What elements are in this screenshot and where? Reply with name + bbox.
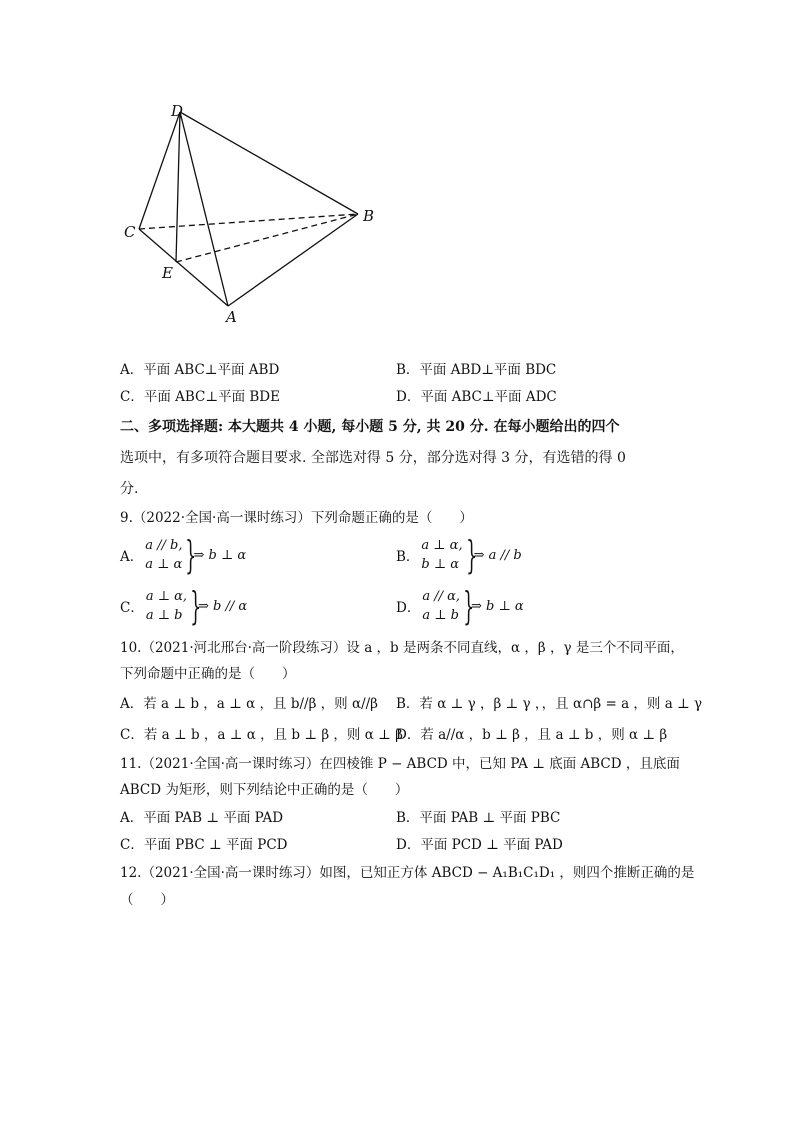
q9-c-row1: a ⊥ α, xyxy=(145,589,187,604)
q9-d-row2: a ⊥ b xyxy=(422,608,459,623)
q9-option-d[interactable] xyxy=(396,584,524,628)
q9-option-c[interactable] xyxy=(120,584,248,628)
tetrahedron-figure xyxy=(118,92,388,332)
q9-b-row1: a ⊥ α, xyxy=(421,538,463,553)
q8-option-b[interactable]: B．平面 ABD⊥平面 BDC xyxy=(396,362,557,378)
q9-option-b[interactable] xyxy=(396,533,522,577)
edge-DC xyxy=(139,112,180,229)
q9-stem: 9.（2022·全国·高一课时练习）下列命题正确的是（ ） xyxy=(120,510,473,526)
vertex-label-D: D xyxy=(171,102,184,120)
q9-a-row2: a ⊥ α xyxy=(145,557,183,572)
section2-line2: 选项中，有多项符合题目要求. 全部选对得 5 分，部分选对得 3 分，有选错的得 0 xyxy=(120,450,626,466)
q10-option-a[interactable]: A．若 a ⊥ b ，a ⊥ α ，且 b//β ，则 α//β xyxy=(120,696,378,712)
vertex-label-A: A xyxy=(226,308,237,326)
q8-option-c[interactable]: C．平面 ABC⊥平面 BDE xyxy=(120,389,280,405)
q10-option-d[interactable]: D．若 a//α ，b ⊥ β ，且 a ⊥ b ，则 α ⊥ β xyxy=(396,727,668,743)
section2-heading xyxy=(120,412,680,505)
vertex-label-C: C xyxy=(124,223,136,241)
q11-stem-line2: ABCD 为矩形，则下列结论中正确的是（ ） xyxy=(120,782,409,798)
edge-DB xyxy=(180,112,358,214)
edge-EB-dashed xyxy=(176,214,358,262)
section2-line3: 分. xyxy=(120,481,139,497)
q10-option-b[interactable]: B．若 α ⊥ γ ，β ⊥ γ ，，且 α∩β = a ，则 a ⊥ γ xyxy=(396,696,703,712)
edge-AB xyxy=(228,214,358,306)
q9-d-result: ⇒ b ⊥ α xyxy=(471,598,524,614)
right-brace-icon: } xyxy=(463,584,475,628)
q9-b-row2: b ⊥ α xyxy=(421,557,460,572)
q9-option-d-system xyxy=(422,584,524,628)
q11-option-b[interactable]: B．平面 PAB ⊥ 平面 PBC xyxy=(396,810,561,826)
tetrahedron-diagram xyxy=(118,92,388,332)
q8-option-a[interactable]: A．平面 ABC⊥平面 ABD xyxy=(120,362,280,378)
edge-CB-dashed xyxy=(139,214,358,229)
q9-option-a-key: A． xyxy=(120,549,144,565)
q9-option-b-system xyxy=(421,533,522,577)
q9-a-row1: a // b, xyxy=(145,538,183,553)
q9-option-c-system xyxy=(145,584,248,628)
q11-option-a[interactable]: A．平面 PAB ⊥ 平面 PAD xyxy=(120,810,284,826)
q8-option-d[interactable]: D．平面 ABC⊥平面 ADC xyxy=(396,389,557,405)
right-brace-icon: } xyxy=(190,584,202,628)
q9-option-c-key: C． xyxy=(120,600,144,616)
right-brace-icon: } xyxy=(185,533,197,577)
q9-option-b-key: B． xyxy=(396,549,420,565)
q11-option-d[interactable]: D．平面 PCD ⊥ 平面 PAD xyxy=(396,837,563,853)
q10-stem-line2: 下列命题中正确的是（ ） xyxy=(120,666,296,682)
edge-CA xyxy=(139,229,228,306)
right-brace-icon: } xyxy=(465,533,477,577)
q9-d-row1: a // α, xyxy=(422,589,461,604)
q9-a-result: ⇒ b ⊥ α xyxy=(193,547,247,563)
q9-b-result: ⇒ a // b xyxy=(473,547,522,563)
q9-option-d-key: D． xyxy=(396,600,421,616)
edge-DE xyxy=(176,112,180,262)
q9-c-row2: a ⊥ b xyxy=(145,608,183,623)
q11-stem-line1: 11.（2021·全国·高一课时练习）在四棱锥 P − ABCD 中，已知 PA ⊥ 底面 ABCD ，且底面 xyxy=(120,756,680,772)
edge-DA xyxy=(180,112,228,306)
section2-heading-bold: 二、多项选择题: 本大题共 4 小题, 每小题 5 分, 共 20 分. 在每小题给出的四个 xyxy=(120,419,620,435)
q9-c-result: ⇒ b // α xyxy=(198,598,248,614)
q12-stem-line2: （ ） xyxy=(120,892,174,908)
vertex-label-E: E xyxy=(162,264,173,282)
q10-option-c[interactable]: C．若 a ⊥ b ，a ⊥ α ，且 b ⊥ β ，则 α ⊥ β xyxy=(120,727,403,743)
q10-stem-line1: 10.（2021·河北邢台·高一阶段练习）设 a ，b 是两条不同直线，α ，β ，γ 是三个不同平面， xyxy=(120,640,684,656)
q12-stem-line1: 12.（2021·全国·高一课时练习）如图，已知正方体 ABCD − A₁B₁C₁D₁ ，则四个推断正确的是 xyxy=(120,865,695,881)
q11-option-c[interactable]: C．平面 PBC ⊥ 平面 PCD xyxy=(120,837,288,853)
q9-option-a-system xyxy=(145,533,247,577)
vertex-label-B: B xyxy=(363,207,375,225)
q9-option-a[interactable] xyxy=(120,533,247,577)
